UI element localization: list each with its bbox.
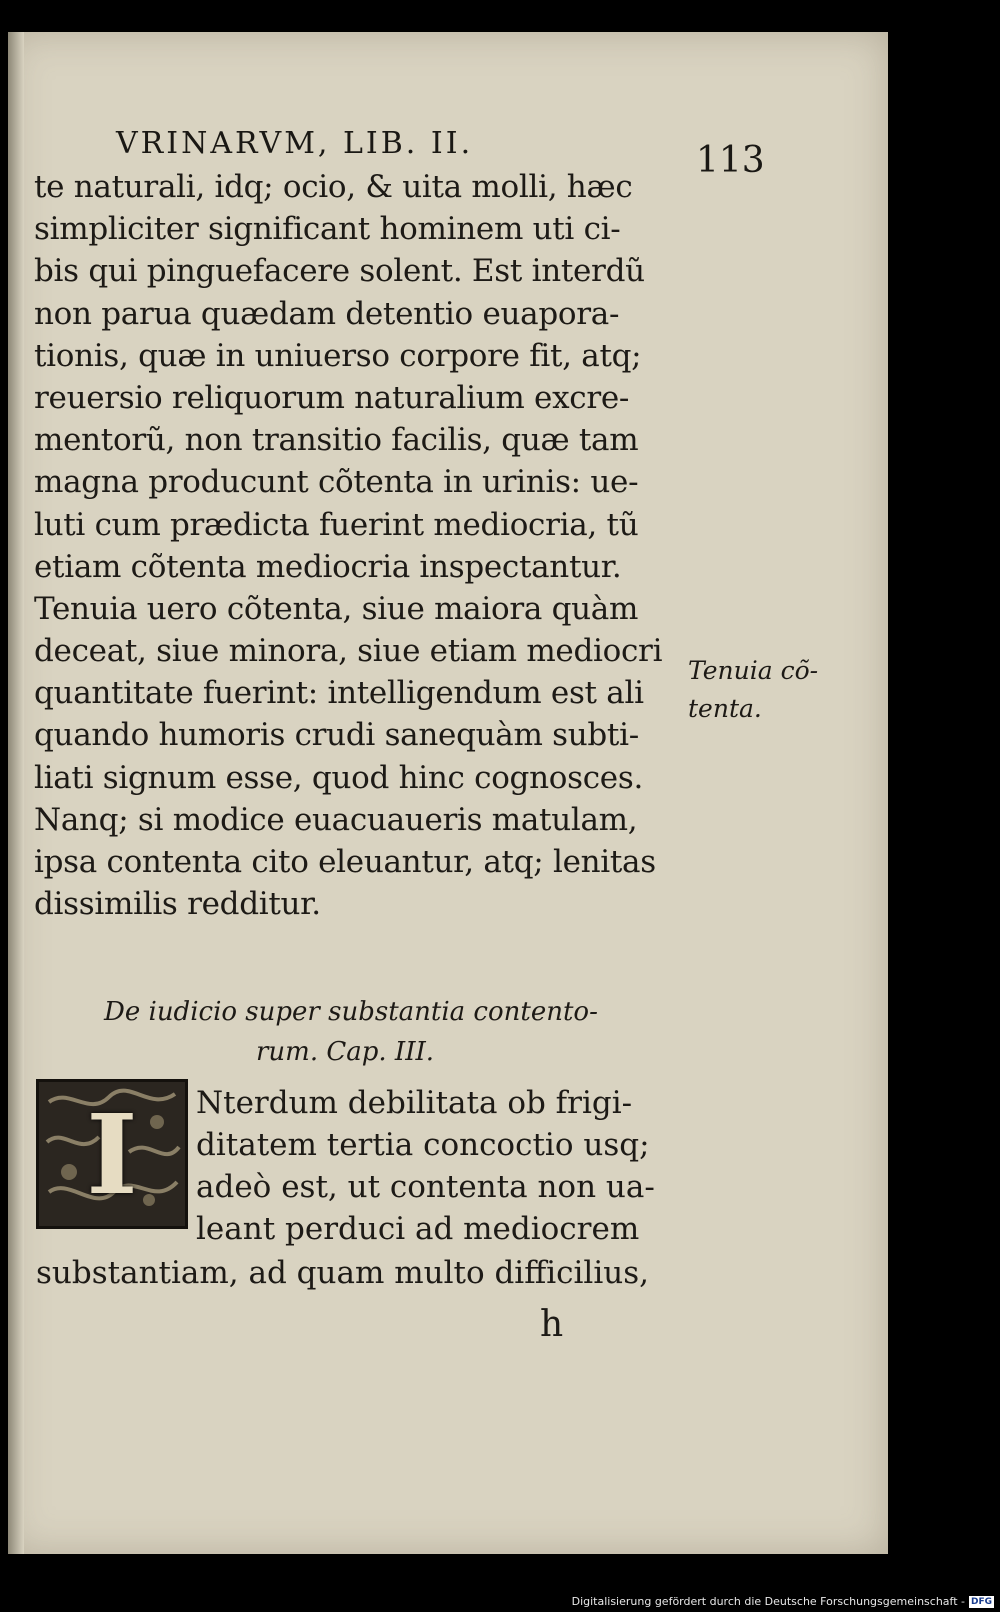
signature-mark: h <box>540 1304 564 1345</box>
text-line: luti cum prædicta fuerint mediocria, tũ <box>34 506 639 543</box>
body-text <box>34 166 684 925</box>
text-line: adeò est, ut contenta non ua- <box>196 1169 655 1205</box>
text-line: te naturali, idq; ocio, & uita molli, hæc <box>34 169 633 205</box>
decorated-initial <box>36 1079 188 1229</box>
text-line: Nanq; si modice euacuaueris matulam, <box>34 801 638 838</box>
text-line: substantiam, ad quam multo difficilius, <box>36 1255 649 1291</box>
credit-text: Digitalisierung gefördert durch die Deutsche Forschungsgemeinschaft - <box>571 1595 965 1608</box>
text-line: ipsa contenta cito eleuantur, atq; lenitas <box>34 844 656 880</box>
text-line: leant perduci ad mediocrem <box>196 1211 640 1247</box>
chapter-heading <box>104 992 664 1072</box>
dfg-logo: DFG <box>970 1596 992 1607</box>
running-title: VRINARVM, LIB. II. <box>116 126 474 161</box>
text-line: Nterdum debilitata ob frigi- <box>196 1085 633 1121</box>
page-number: 113 <box>696 140 765 181</box>
text-line: dissimilis redditur. <box>34 886 321 923</box>
text-line: bis qui pinguefacere solent. Est interdũ <box>34 253 645 290</box>
marginal-note-line: tenta. <box>688 694 762 723</box>
digitization-credit <box>572 1595 994 1608</box>
book-page <box>8 32 888 1554</box>
text-line: quantitate fuerint: intelligendum est ali <box>34 675 644 712</box>
text-line: liati signum esse, quod hinc cognosces. <box>34 759 644 796</box>
text-line: mentorũ, non transitio facilis, quæ tam <box>34 422 639 459</box>
text-line: quando humoris crudi sanequàm subti- <box>34 717 639 754</box>
text-line: tionis, quæ in uniuerso corpore fit, atq; <box>34 337 642 374</box>
text-line: deceat, siue minora, siue etiam mediocri <box>34 633 663 670</box>
text-line: Tenuia uero cõtenta, siue maiora quàm <box>34 590 639 627</box>
text-line: reuersio reliquorum naturalium excre- <box>34 379 630 416</box>
chapter-heading-line: rum. Cap. III. <box>256 1037 435 1067</box>
text-line: magna producunt cõtenta in urinis: ue- <box>34 464 639 501</box>
chapter-heading-line: De iudicio super substantia contento- <box>104 997 598 1027</box>
marginal-note <box>688 652 818 728</box>
text-line: non parua quædam detentio euapora- <box>34 295 620 332</box>
marginal-note-line: Tenuia cõ- <box>688 656 819 685</box>
chapter-text <box>196 1082 655 1250</box>
text-line: ditatem tertia concoctio usq; <box>196 1127 650 1163</box>
text-line: simpliciter significant hominem uti ci- <box>34 211 621 248</box>
text-line: etiam cõtenta mediocria inspectantur. <box>34 548 622 585</box>
initial-letter: I <box>86 1089 138 1219</box>
